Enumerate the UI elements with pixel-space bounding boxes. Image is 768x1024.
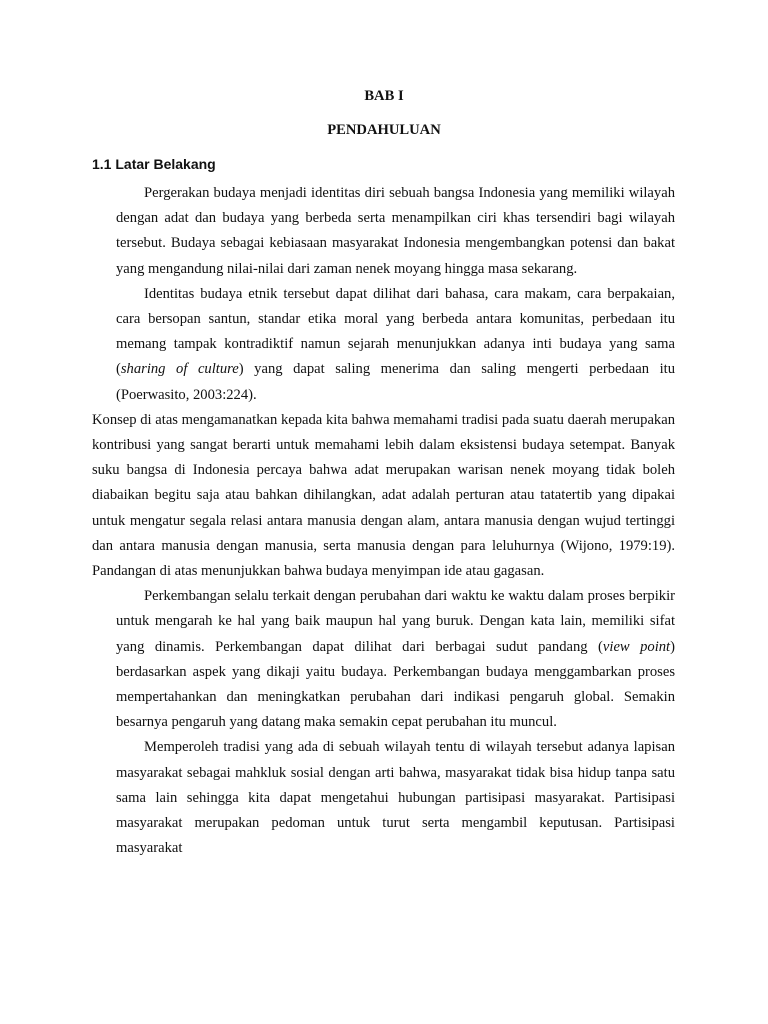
paragraph-2-italic-term: sharing of culture [120,361,239,378]
paragraph-4-italic-term: view point [602,638,671,655]
chapter-title: PENDAHULUAN [327,122,441,138]
section-heading: 1.1 Latar Belakang [92,156,216,172]
paragraph-2-text-before: Identitas budaya etnik tersebut dapat dilihat dari bahasa, cara makam, cara berpakaian, cara bersopan santun, standar etika moral yang berbeda antara komunitas, perbedaan itu memang tampak kontradiktif namun sejarah menunjukkan adanya inti budaya yang sama ( [116,285,675,378]
paragraph-2 [116,282,675,408]
paragraph-3: Konsep di atas mengamanatkan kepada kita bahwa memahami tradisi pada suatu daerah merupakan kontribusi yang sangat berarti untuk memahami lebih dalam eksistensi budaya setempat. Banyak suku bangsa di Indonesia percaya bahwa adat merupakan warisan nenek moyang tidak boleh diabaikan begitu saja atau bahkan dihilangkan, adat adalah perturan atau tatatertib yang dipakai untuk mengatur segala relasi antara manusia dengan alam, antara manusia dengan wujud tertinggi dan antara manusia dengan manusia, serta manusia dengan para leluhurnya (Wijono, 1979:19). Pandangan di atas menunjukkan bahwa budaya menyimpan ide atau gagasan. [92,411,675,580]
paragraph-2-text-after: ) yang dapat saling menerima dan saling mengerti perbedaan itu (Poerwasito, 2003:224). [116,361,675,403]
paragraph-4-text-after: ) berdasarkan aspek yang dikaji yaitu budaya. Perkembangan budaya menggambarkan proses mempertahankan dan meningkatkan perubahan dari indikasi pengaruh global. Semakin besarnya pengaruh yang datang maka semakin cepat perubahan itu muncul. [116,638,675,731]
paragraph-5: Memperoleh tradisi yang ada di sebuah wilayah tentu di wilayah tersebut adanya lapisan masyarakat sebagai mahkluk sosial dengan arti bahwa, masyarakat tidak bisa hidup tanpa satu sama lain sehingga kita dapat mengetahui hubungan partisipasi masyarakat. Partisipasi masyarakat merupakan pedoman untuk turut serta mengambil keputusan. Partisipasi masyarakat [116,739,675,857]
paragraph-1: Pergerakan budaya menjadi identitas diri sebuah bangsa Indonesia yang memiliki wilayah dengan adat dan budaya yang berbeda serta menampilkan ciri khas tersendiri bagi wilayah tersebut. Budaya sebagai kebiasaan masyarakat Indonesia mengembangkan potensi dan bakat yang mengandung nilai-nilai dari zaman nenek moyang hingga masa sekarang. [116,185,675,277]
chapter-number: BAB I [364,88,404,104]
paragraph-4-text-before: Perkembangan selalu terkait dengan perubahan dari waktu ke waktu dalam proses berpikir untuk mengarah ke hal yang baik maupun hal yang buruk. Dengan kata lain, memiliki sifat yang dinamis. Perkembangan dapat dilihat dari berbagai sudut pandang ( [116,588,675,655]
body-text [92,181,675,861]
paragraph-4 [116,584,675,735]
